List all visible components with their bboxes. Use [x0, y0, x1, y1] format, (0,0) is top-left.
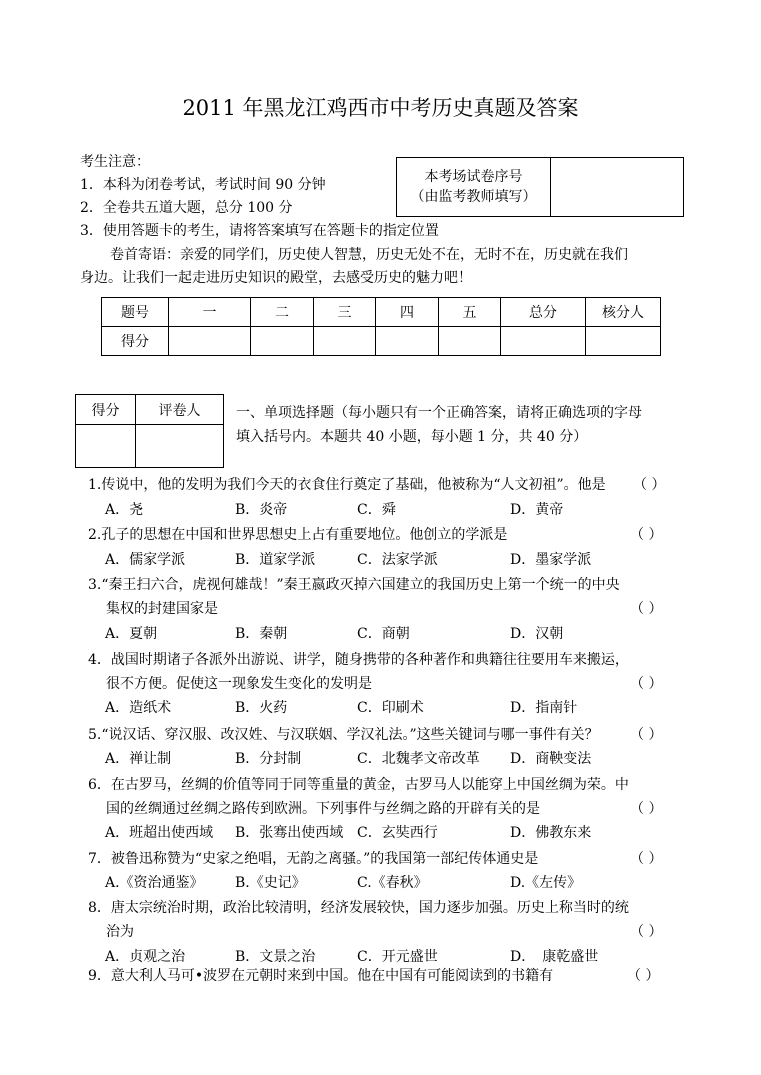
answer-option: C．法家学派	[357, 552, 438, 568]
score-table	[101, 297, 661, 356]
answer-option: C．北魏孝文帝改革	[357, 751, 480, 767]
seat-number-label: 本考场试卷序号 （由监考教师填写）	[397, 158, 551, 217]
answer-option: B．秦朝	[235, 626, 288, 642]
score-header: 三	[314, 298, 376, 327]
seat-number-field[interactable]	[551, 158, 684, 217]
answer-option: C．玄奘西行	[357, 825, 438, 841]
answer-option: A．造纸术	[105, 700, 172, 716]
message-line: 身边。让我们一起走进历史知识的殿堂，去感受历史的魅力吧！	[80, 270, 472, 286]
question-stem: 3.“秦王扫六合，虎视何雄哉！”秦王嬴政灭掉六国建立的我国历史上第一个统一的中央	[88, 577, 620, 593]
grader-score-field[interactable]	[76, 425, 136, 468]
answer-option: B．道家学派	[235, 552, 316, 568]
page-title: 2011 年黑龙江鸡西市中考历史真题及答案	[182, 96, 579, 120]
score-cell[interactable]	[586, 327, 661, 356]
answer-option: D．汉朝	[510, 626, 564, 642]
answer-option: B．火药	[235, 700, 288, 716]
notice-heading: 考生注意：	[80, 154, 150, 170]
score-header: 二	[251, 298, 314, 327]
answer-option: B．分封制	[235, 751, 302, 767]
seat-number-box	[396, 157, 684, 217]
score-cell[interactable]	[501, 327, 586, 356]
question-stem: 国的丝绸通过丝绸之路传到欧洲。下列事件与丝绸之路的开辟有关的是	[106, 801, 540, 817]
answer-option: C．舜	[357, 502, 396, 518]
answer-bracket[interactable]: （ ）	[633, 477, 666, 493]
score-cell[interactable]	[251, 327, 314, 356]
answer-option: B．文景之治	[235, 949, 316, 965]
question-stem: 6．在古罗马，丝绸的价值等同于同等重量的黄金，古罗马人以能穿上中国丝绸为荣。中	[88, 777, 629, 793]
notice-item: 1．本科为闭卷考试，考试时间 90 分钟	[80, 177, 326, 193]
answer-option: B．张骞出使西域	[235, 825, 344, 841]
answer-option: D．佛教东来	[510, 825, 592, 841]
answer-bracket[interactable]: （ ）	[627, 968, 660, 984]
answer-bracket[interactable]: （ ）	[630, 801, 663, 817]
question-stem: 8．唐太宗统治时期，政治比较清明，经济发展较快，国力逐步加强。历史上称当时的统	[88, 900, 629, 916]
grader-name-field[interactable]	[136, 425, 224, 468]
score-header: 题号	[102, 298, 169, 327]
score-header: 四	[376, 298, 439, 327]
answer-bracket[interactable]: （ ）	[630, 727, 663, 743]
answer-bracket[interactable]: （ ）	[630, 527, 663, 543]
question-stem: 5.“说汉话、穿汉服、改汉姓、与汉联姻、学汉礼法。”这些关键词与哪一事件有关？	[88, 727, 599, 743]
question-stem: 很不方便。促使这一现象发生变化的发明是	[106, 676, 372, 692]
score-header: 总分	[501, 298, 586, 327]
answer-option: D.《左传》	[510, 875, 582, 891]
answer-option: D．墨家学派	[510, 552, 592, 568]
answer-option: A．夏朝	[105, 626, 158, 642]
score-header: 一	[169, 298, 251, 327]
score-header: 核分人	[586, 298, 661, 327]
answer-option: D．商鞅变法	[510, 751, 592, 767]
answer-option: D． 康乾盛世	[510, 949, 599, 965]
question-stem: 治为	[106, 924, 134, 940]
score-cell[interactable]	[169, 327, 251, 356]
answer-option: D．指南针	[510, 700, 578, 716]
answer-option: B.《史记》	[235, 875, 306, 891]
answer-option: A．禅让制	[105, 751, 172, 767]
answer-option: D．黄帝	[510, 502, 564, 518]
answer-option: C．开元盛世	[357, 949, 438, 965]
question-stem: 2.孔子的思想在中国和世界思想史上占有重要地位。他创立的学派是	[88, 527, 508, 543]
grader-score-label: 得分	[76, 395, 136, 425]
answer-bracket[interactable]: （ ）	[630, 601, 663, 617]
score-cell[interactable]	[376, 327, 439, 356]
question-stem: 9．意大利人马可•波罗在元朝时来到中国。他在中国有可能阅读到的书籍有	[88, 968, 554, 984]
answer-bracket[interactable]: （ ）	[630, 851, 663, 867]
question-stem: 4．战国时期诸子各派外出游说、讲学，随身携带的各种著作和典籍往往要用车来搬运，	[88, 652, 629, 668]
message-line: 卷首寄语：亲爱的同学们，历史使人智慧，历史无处不在，无时不在，历史就在我们	[110, 247, 628, 263]
section-heading: 一、单项选择题（每小题只有一个正确答案，请将正确选项的字母	[236, 405, 642, 421]
answer-option: C.《春秋》	[357, 875, 428, 891]
answer-option: A．贞观之治	[105, 949, 186, 965]
answer-option: A．班超出使西域	[105, 825, 214, 841]
answer-option: C．商朝	[357, 626, 410, 642]
score-cell[interactable]	[314, 327, 376, 356]
score-row-label: 得分	[102, 327, 169, 356]
section-heading: 填入括号内。本题共 40 小题，每小题 1 分，共 40 分）	[236, 429, 588, 445]
grader-name-label: 评卷人	[136, 395, 224, 425]
notice-item: 2．全卷共五道大题，总分 100 分	[80, 200, 293, 216]
answer-bracket[interactable]: （ ）	[630, 924, 663, 940]
grader-box	[75, 394, 224, 468]
answer-bracket[interactable]: （ ）	[630, 676, 663, 692]
question-stem: 1.传说中，他的发明为我们今天的衣食住行奠定了基础，他被称为“人文初祖”。他是	[88, 477, 606, 493]
answer-option: A．尧	[105, 502, 144, 518]
question-stem: 集权的封建国家是	[106, 601, 218, 617]
answer-option: A．儒家学派	[105, 552, 186, 568]
question-stem: 7．被鲁迅称赞为“史家之绝唱，无韵之离骚。”的我国第一部纪传体通史是	[88, 851, 539, 867]
answer-option: C．印刷术	[357, 700, 424, 716]
notice-item: 3．使用答题卡的考生，请将答案填写在答题卡的指定位置	[80, 223, 439, 239]
score-cell[interactable]	[439, 327, 501, 356]
score-header: 五	[439, 298, 501, 327]
answer-option: A.《资治通鉴》	[105, 875, 204, 891]
answer-option: B．炎帝	[235, 502, 288, 518]
